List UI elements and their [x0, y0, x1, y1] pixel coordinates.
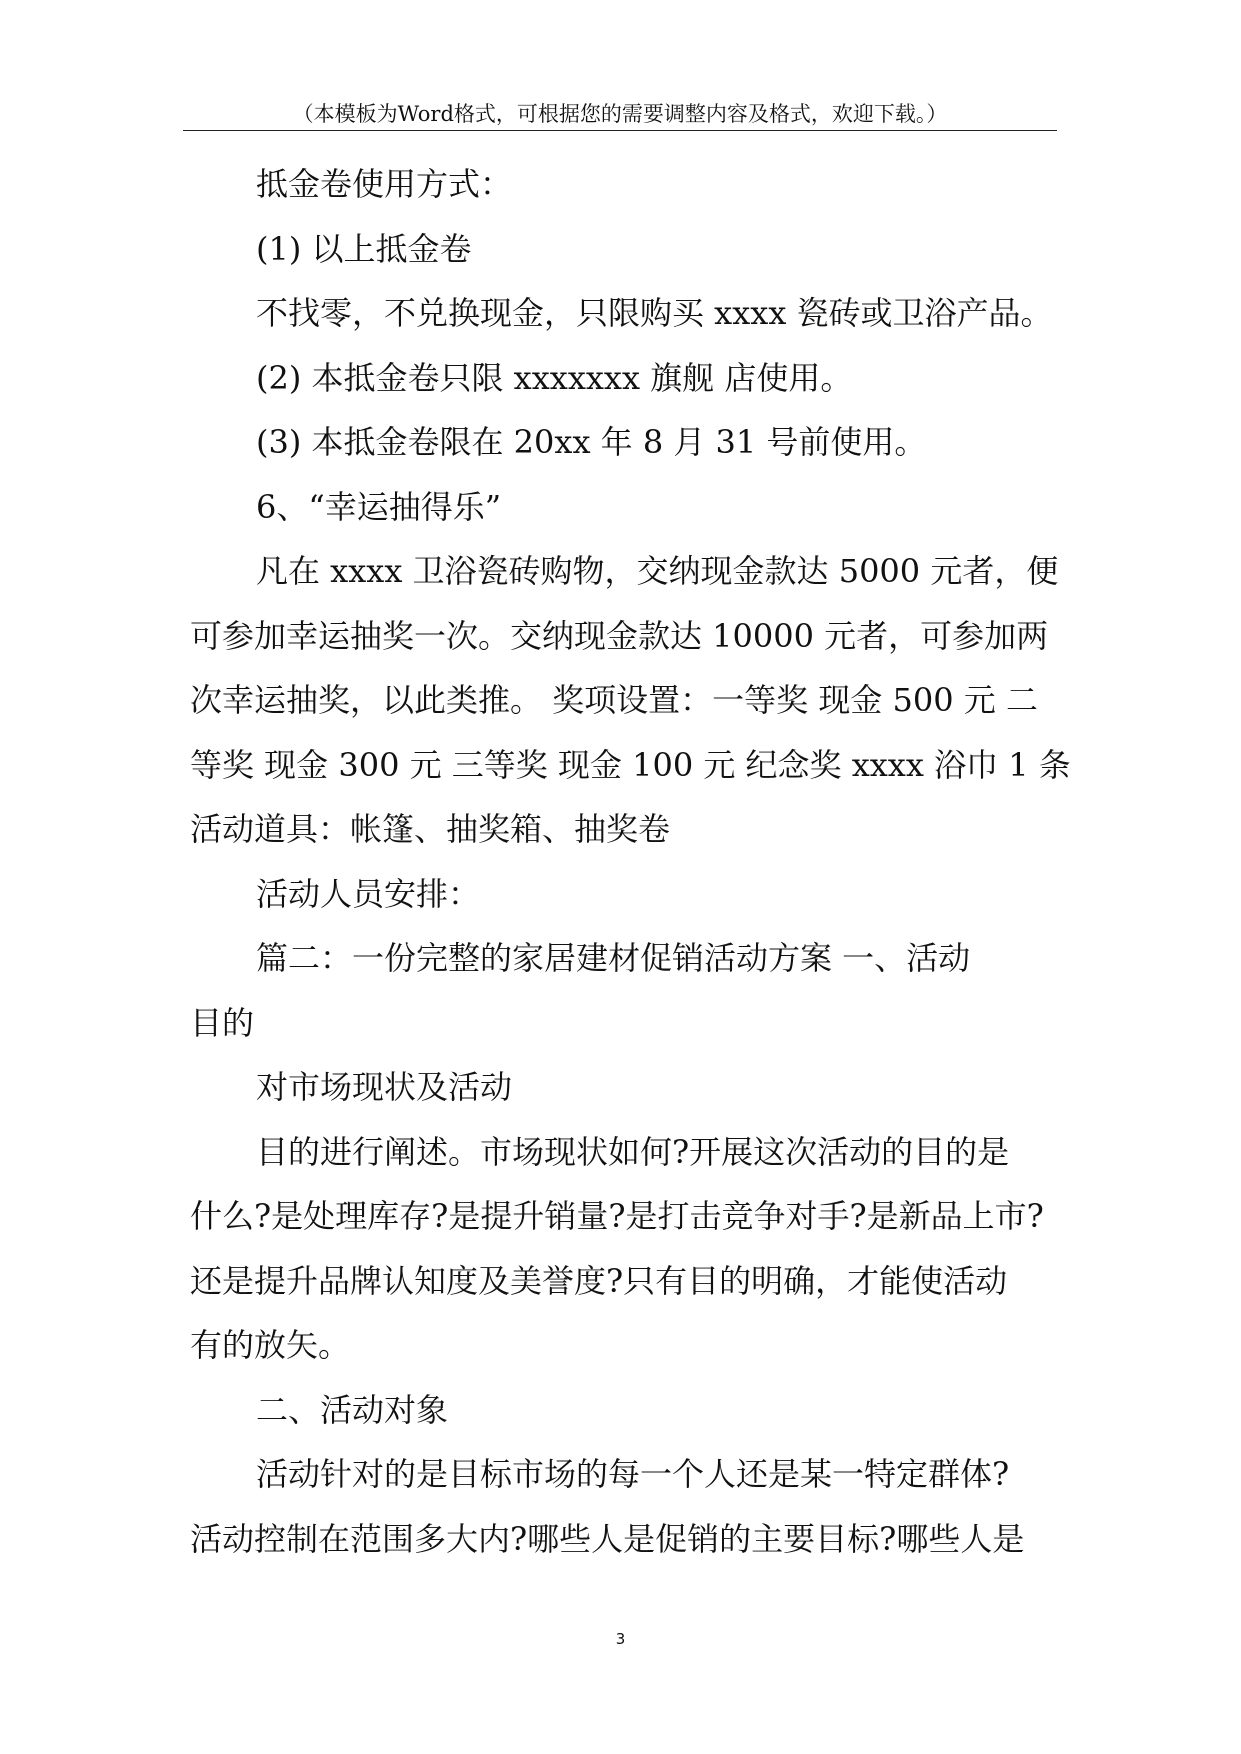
paragraph-line: 目的进行阐述。市场现状如何?开展这次活动的目的是 — [256, 1132, 1010, 1171]
paragraph-line: 凡在 xxxx 卫浴瓷砖购物，交纳现金款达 5000 元者，便 — [256, 552, 1059, 590]
paragraph-line: 还是提升品牌认知度及美誉度?只有目的明确，才能使活动 — [190, 1261, 1008, 1300]
header-divider — [183, 130, 1057, 131]
paragraph-line: 活动道具：帐篷、抽奖箱、抽奖卷 — [190, 810, 671, 848]
paragraph-line: (1) 以上抵金卷 — [256, 229, 472, 268]
body-text — [190, 152, 1071, 1571]
paragraph-line: 二、活动对象 — [256, 1390, 449, 1429]
paragraph-line: 次幸运抽奖，以此类推。 奖项设置：一等奖 现金 500 元 二 — [190, 681, 1038, 719]
header-note: （本模板为Word格式，可根据您的需要调整内容及格式，欢迎下载。） — [292, 102, 948, 126]
paragraph-line: 有的放矢。 — [190, 1326, 351, 1364]
paragraph-line: 篇二：一份完整的家居建材促销活动方案 一、活动 — [256, 939, 971, 977]
paragraph-line: 对市场现状及活动 — [256, 1068, 513, 1106]
paragraph-line: 等奖 现金 300 元 三等奖 现金 100 元 纪念奖 xxxx 浴巾 1 条 — [190, 745, 1071, 784]
paragraph-line: 活动针对的是目标市场的每一个人还是某一特定群体? — [256, 1455, 1010, 1493]
paragraph-line: (2) 本抵金卷只限 xxxxxxx 旗舰 店使用。 — [256, 358, 853, 397]
paragraph-line: (3) 本抵金卷限在 20xx 年 8 月 31 号前使用。 — [256, 423, 927, 461]
paragraph-line: 活动控制在范围多大内?哪些人是促销的主要目标?哪些人是 — [190, 1519, 1025, 1558]
paragraph-line: 抵金卷使用方式： — [256, 165, 513, 203]
paragraph-line: 可参加幸运抽奖一次。交纳现金款达 10000 元者，可参加两 — [190, 616, 1049, 655]
page-number: 3 — [615, 1630, 626, 1648]
paragraph-line: 什么?是处理库存?是提升销量?是打击竞争对手?是新品上市? — [190, 1197, 1044, 1235]
paragraph-line: 目的 — [190, 1003, 255, 1042]
paragraph-line: 不找零，不兑换现金，只限购买 xxxx 瓷砖或卫浴产品。 — [256, 294, 1053, 332]
paragraph-line: 活动人员安排： — [256, 874, 481, 913]
paragraph-line: 6、“幸运抽得乐” — [256, 487, 502, 526]
